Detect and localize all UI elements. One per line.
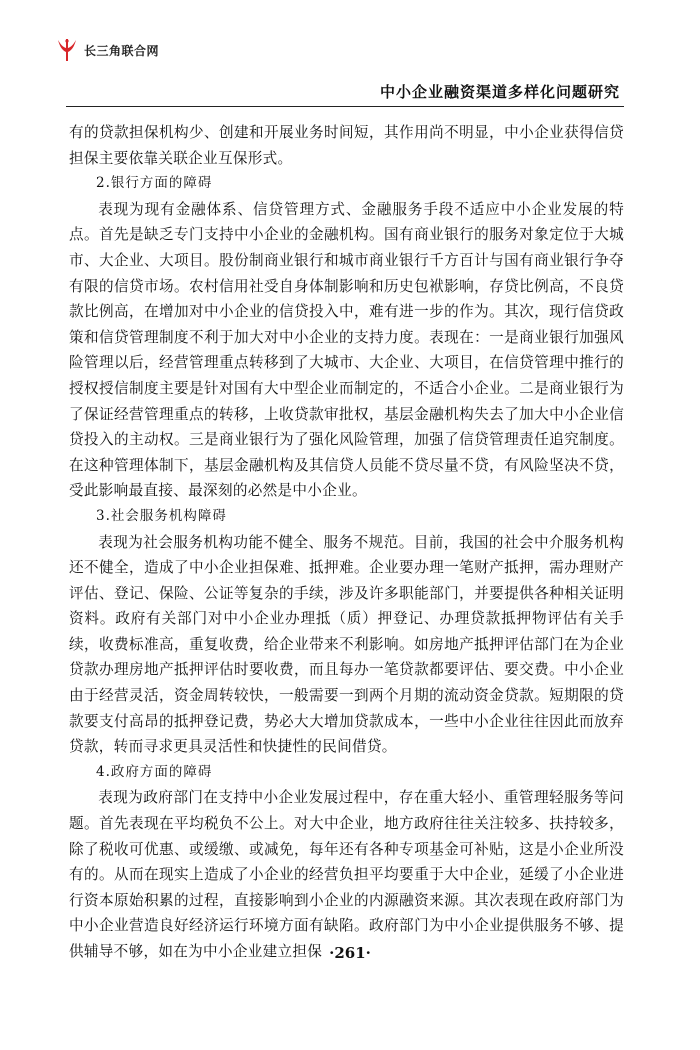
paragraph-continuation: 有的贷款担保机构少、创建和开展业务时间短，其作用尚不明显，中小企业获得信贷担保主要依靠关联企业互保形式。 [69,124,624,167]
header-divider [66,106,624,107]
site-logo-text: 长三角联合网 [84,43,160,58]
running-header-title: 中小企业融资渠道多样化问题研究 [379,83,620,101]
section-heading-social-service-obstacles: 3.社会服务机构障碍 [96,507,227,524]
site-logo[interactable] [56,36,159,64]
paragraph-government-obstacles: 表现为政府部门在支持中小企业发展过程中，存在重大轻小、重管理轻服务等问题。首先表现在平均税负不公上。对大中企业，地方政府往往关注较多、扶持较多，除了税收可优惠、或缓缴、或减免，每年还有各种专项基金可补贴，这是小企业所没有的。从而在现实上造成了小企业的经营负担平均要重于大中企业，延缓了小企业进行资本原始积累的过程，直接影响到小企业的内源融资来源。其次表现在政府部门为中小企业营造良好经济运行环境方面有缺陷。政府部门为中小企业提供服务不够、提供辅导不够，如在为中小企业建立担保 [69,789,624,960]
paragraph-bank-obstacles: 表现为现有金融体系、信贷管理方式、金融服务手段不适应中小企业发展的特点。首先是缺乏专门支持中小企业的金融机构。国有商业银行的服务对象定位于大城市、大企业、大项目。股份制商业银行和城市商业银行千方百计与国有商业银行争夺有限的信贷市场。农村信用社受自身体制影响和历史包袱影响，存贷比例高，不良贷款比例高，在增加对中小企业的信贷投入中，难有进一步的作为。其次，现行信贷政策和信贷管理制度不利于加大对中小企业的支持力度。表现在：一是商业银行加强风险管理以后，经营管理重点转移到了大城市、大企业、大项目，在信贷管理中推行的授权授信制度主要是针对国有大中型企业而制定的，不适合小企业。二是商业银行为了保证经营管理重点的转移，上收贷款审批权，基层金融机构失去了加大中小企业信贷投入的主动权。三是商业银行为了强化风险管理，加强了信贷管理责任追究制度。在这种管理体制下，基层金融机构及其信贷人员能不贷尽量不贷，有风险坚决不贷，受此影响最直接、最深刻的必然是中小企业。 [69,200,624,500]
tri-flame-logo-icon [56,37,78,63]
page-number: ·261· [329,944,371,962]
article-body [69,120,624,965]
section-heading-government-obstacles: 4.政府方面的障碍 [96,763,213,780]
section-heading-bank-obstacles: 2.银行方面的障碍 [96,175,213,192]
paragraph-social-service-obstacles: 表现为社会服务机构功能不健全、服务不规范。目前，我国的社会中介服务机构还不健全，造成了中小企业担保难、抵押难。企业要办理一笔财产抵押，需办理财产评估、登记、保险、公证等复杂的手续，涉及许多职能部门，并要提供各种相关证明资料。政府有关部门对中小企业办理抵（质）押登记、办理贷款抵押物评估有关手续，收费标准高，重复收费，给企业带来不利影响。如房地产抵押评估部门在为企业贷款办理房地产抵押评估时要收费，而且每办一笔贷款都要评估、要交费。中小企业由于经营灵活，资金周转较快，一般需要一到两个月期的流动资金贷款。短期限的贷款要支付高昂的抵押登记费，势必大大增加贷款成本，一些中小企业往往因此而放弃贷款，转而寻求更具灵活性和快捷性的民间借贷。 [69,533,624,756]
